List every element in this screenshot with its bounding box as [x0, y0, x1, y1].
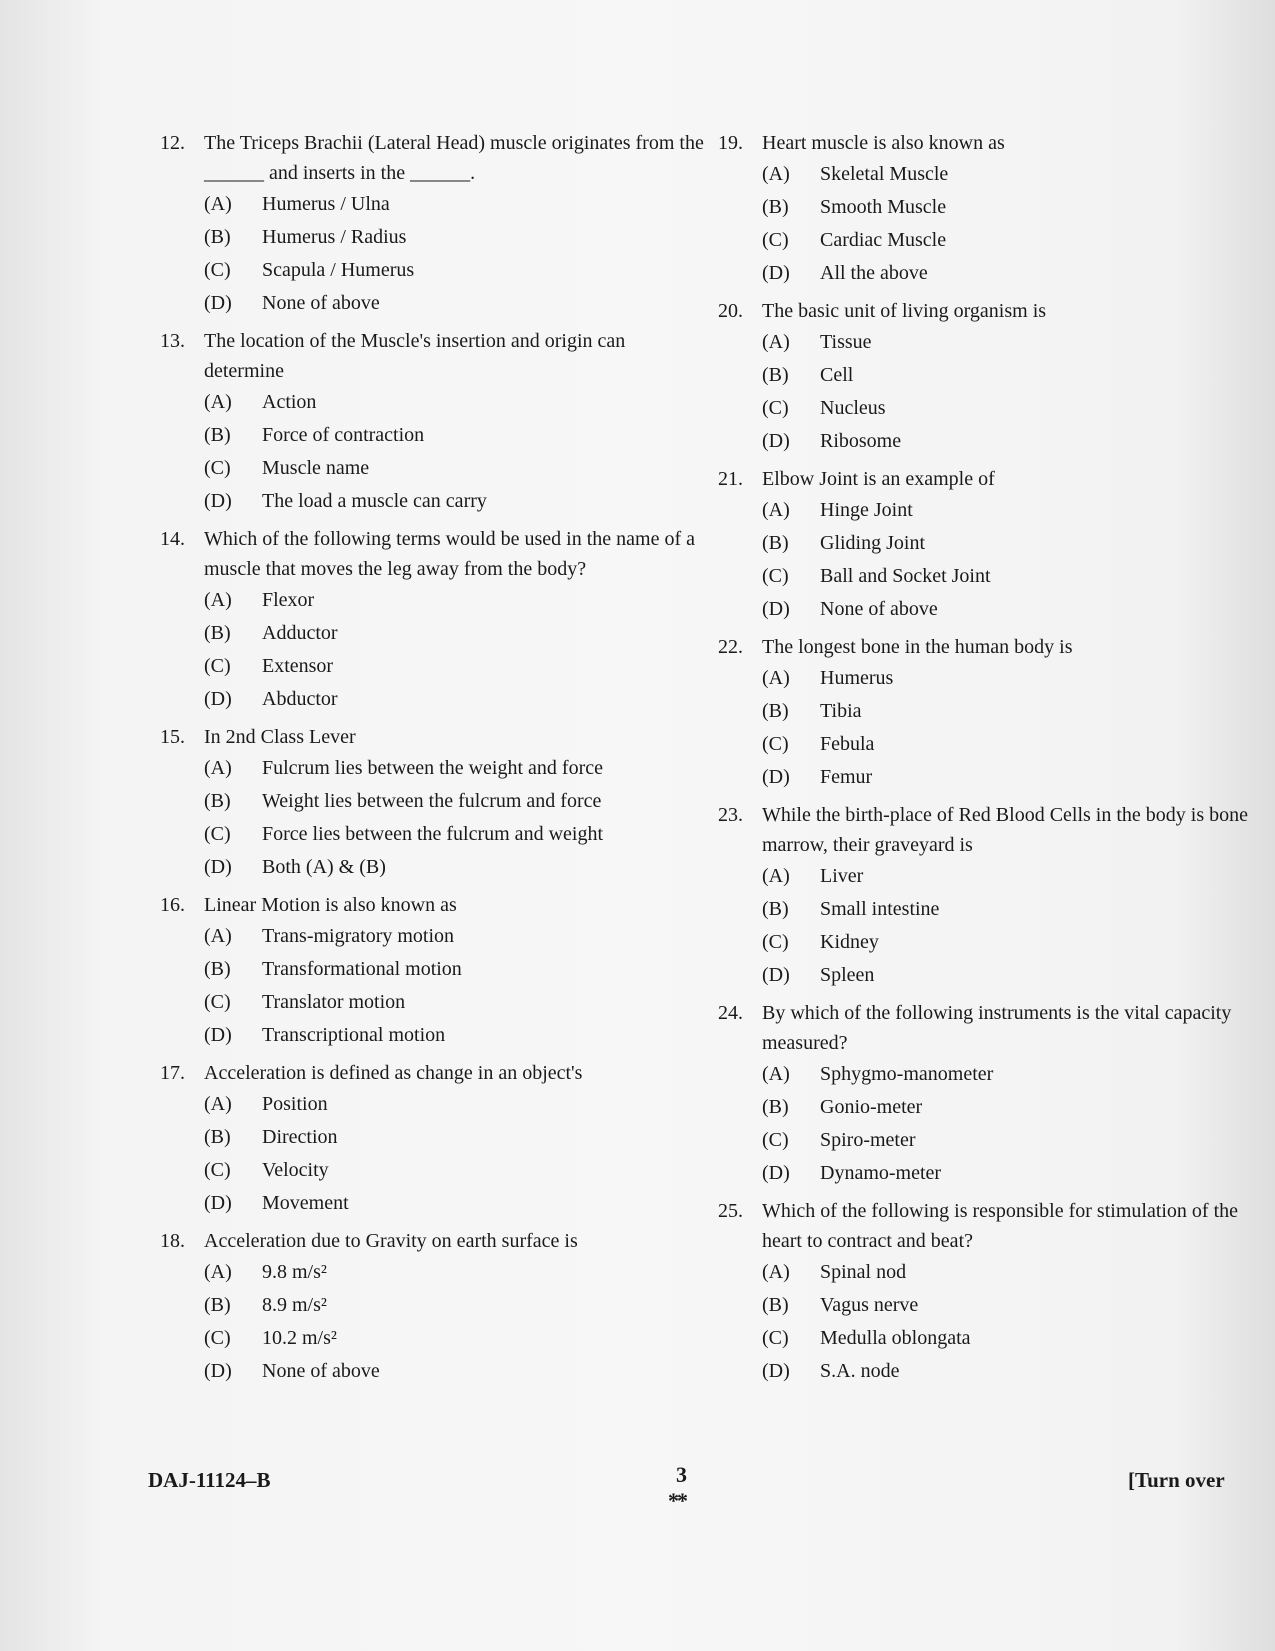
option-label: (C)	[762, 565, 789, 587]
option	[204, 818, 705, 851]
option	[762, 761, 1258, 794]
option-text: Cell	[820, 364, 854, 386]
option-label: (D)	[762, 1162, 790, 1184]
option-label: (C)	[204, 457, 231, 479]
page-footer	[0, 1462, 1275, 1548]
option-label: (D)	[204, 490, 232, 512]
option-text: Humerus / Radius	[262, 226, 407, 248]
option	[204, 287, 705, 320]
option	[204, 1355, 705, 1388]
option-label: (C)	[204, 823, 231, 845]
option-text: Febula	[820, 733, 875, 755]
option-text: Humerus	[820, 667, 894, 689]
option	[762, 425, 1258, 458]
option-text: The load a muscle can carry	[262, 490, 487, 512]
option-list	[204, 752, 705, 884]
option-list	[762, 860, 1258, 992]
option-text: Adductor	[262, 622, 338, 644]
option	[762, 560, 1258, 593]
option	[762, 494, 1258, 527]
option-text: Abductor	[262, 688, 338, 710]
question-number: 22.	[718, 636, 743, 658]
option-list	[204, 584, 705, 716]
option	[204, 1121, 705, 1154]
turn-over-label: [Turn over	[1128, 1468, 1225, 1492]
question-number: 20.	[718, 300, 743, 322]
option-label: (C)	[762, 931, 789, 953]
option-list	[204, 1088, 705, 1220]
option-text: Nucleus	[820, 397, 886, 419]
question-text: The location of the Muscle's insertion and origin can determine	[204, 330, 626, 382]
option	[762, 359, 1258, 392]
option-label: (C)	[204, 259, 231, 281]
question-text: Acceleration due to Gravity on earth surface is	[204, 1230, 578, 1252]
option-text: Liver	[820, 865, 864, 887]
question	[718, 632, 1258, 794]
option-label: (C)	[762, 1327, 789, 1349]
option-text: None of above	[820, 598, 938, 620]
option	[762, 959, 1258, 992]
option-label: (B)	[762, 364, 789, 386]
question-number: 25.	[718, 1200, 743, 1222]
option-label: (D)	[204, 688, 232, 710]
question-text: Which of the following is responsible for stimulation of the heart to contract and beat?	[762, 1200, 1239, 1252]
question-head	[718, 128, 1258, 158]
option	[204, 1154, 705, 1187]
option	[204, 683, 705, 716]
option-text: 9.8 m/s²	[262, 1261, 327, 1283]
option-text: Spiro-meter	[820, 1129, 916, 1151]
option-text: Trans-migratory motion	[262, 925, 455, 947]
option-text: Spinal nod	[820, 1261, 907, 1283]
option-label: (D)	[204, 1360, 232, 1382]
option	[762, 1289, 1258, 1322]
option-text: Force of contraction	[262, 424, 425, 446]
question-text: Elbow Joint is an example of	[762, 468, 995, 490]
option-label: (A)	[204, 193, 232, 215]
question-head	[718, 1196, 1258, 1256]
question-number: 18.	[160, 1230, 185, 1252]
option	[204, 419, 705, 452]
option	[762, 392, 1258, 425]
question-text: Linear Motion is also known as	[204, 894, 457, 916]
option-text: Transformational motion	[262, 958, 462, 980]
question-text: Heart muscle is also known as	[762, 132, 1005, 154]
question	[160, 524, 705, 716]
option-list	[204, 386, 705, 518]
option-label: (B)	[762, 898, 789, 920]
option-label: (C)	[204, 991, 231, 1013]
option-text: Extensor	[262, 655, 334, 677]
option-label: (A)	[204, 1093, 232, 1115]
option-text: Translator motion	[262, 991, 406, 1013]
option-list	[762, 158, 1258, 290]
question	[718, 800, 1258, 992]
option	[204, 1289, 705, 1322]
option-list	[762, 1058, 1258, 1190]
question-head	[160, 128, 705, 188]
option-text: Sphygmo-manometer	[820, 1063, 994, 1085]
option	[204, 851, 705, 884]
option	[762, 1157, 1258, 1190]
question	[718, 1196, 1258, 1388]
option-text: 8.9 m/s²	[262, 1294, 327, 1316]
option-label: (D)	[762, 964, 790, 986]
option	[762, 527, 1258, 560]
option	[762, 893, 1258, 926]
question-text: While the birth-place of Red Blood Cells in the body is bone marrow, their graveyard is	[762, 804, 1249, 856]
option-text: Vagus nerve	[820, 1294, 919, 1316]
option-label: (C)	[204, 655, 231, 677]
question-number: 15.	[160, 726, 185, 748]
option-text: Spleen	[820, 964, 875, 986]
question-number: 12.	[160, 132, 185, 154]
option	[204, 485, 705, 518]
option	[204, 752, 705, 785]
option-list	[762, 1256, 1258, 1388]
question-head	[160, 524, 705, 584]
option-list	[762, 662, 1258, 794]
question	[160, 1226, 705, 1388]
option	[762, 1058, 1258, 1091]
question-number: 23.	[718, 804, 743, 826]
question-number: 14.	[160, 528, 185, 550]
option-label: (C)	[204, 1159, 231, 1181]
option-label: (D)	[204, 1192, 232, 1214]
option	[762, 326, 1258, 359]
option-text: Flexor	[262, 589, 315, 611]
option	[762, 1256, 1258, 1289]
option	[762, 1322, 1258, 1355]
option-label: (C)	[204, 1327, 231, 1349]
option-text: None of above	[262, 1360, 380, 1382]
option-label: (A)	[204, 925, 232, 947]
option-text: S.A. node	[820, 1360, 900, 1382]
option	[204, 452, 705, 485]
option-text: Transcriptional motion	[262, 1024, 446, 1046]
option	[204, 221, 705, 254]
option	[762, 695, 1258, 728]
option-text: All the above	[820, 262, 928, 284]
right-column	[718, 128, 1258, 1394]
option	[762, 1124, 1258, 1157]
question-head	[160, 890, 705, 920]
question-head	[160, 326, 705, 386]
option	[204, 953, 705, 986]
question	[160, 890, 705, 1052]
option	[204, 584, 705, 617]
question-number: 21.	[718, 468, 743, 490]
question-text: The Triceps Brachii (Lateral Head) muscle originates from the ______ and inserts in the ______.	[204, 132, 704, 184]
option-label: (D)	[204, 1024, 232, 1046]
option	[204, 1187, 705, 1220]
option	[204, 1322, 705, 1355]
option-label: (C)	[762, 1129, 789, 1151]
option-label: (D)	[762, 766, 790, 788]
question	[160, 1058, 705, 1220]
question-number: 24.	[718, 1002, 743, 1024]
option-label: (B)	[762, 532, 789, 554]
option-label: (A)	[762, 865, 790, 887]
option-label: (A)	[762, 667, 790, 689]
option-label: (B)	[762, 700, 789, 722]
option-text: Scapula / Humerus	[262, 259, 415, 281]
option-text: Dynamo-meter	[820, 1162, 942, 1184]
option-text: Muscle name	[262, 457, 370, 479]
question	[718, 128, 1258, 290]
option-list	[204, 1256, 705, 1388]
option-text: Skeletal Muscle	[820, 163, 949, 185]
option-label: (A)	[762, 499, 790, 521]
option	[204, 1088, 705, 1121]
option-text: Tibia	[820, 700, 862, 722]
option-label: (B)	[204, 1294, 231, 1316]
question-number: 19.	[718, 132, 743, 154]
option-text: Direction	[262, 1126, 338, 1148]
option	[762, 224, 1258, 257]
question	[160, 326, 705, 518]
option-label: (A)	[204, 1261, 232, 1283]
option-label: (A)	[762, 163, 790, 185]
question	[160, 722, 705, 884]
option	[762, 158, 1258, 191]
option	[762, 728, 1258, 761]
option-label: (D)	[762, 262, 790, 284]
question	[718, 464, 1258, 626]
option-text: Femur	[820, 766, 873, 788]
option-label: (B)	[204, 1126, 231, 1148]
option-text: Both (A) & (B)	[262, 856, 386, 878]
option-text: Kidney	[820, 931, 879, 953]
option	[204, 920, 705, 953]
question-number: 13.	[160, 330, 185, 352]
option-text: 10.2 m/s²	[262, 1327, 337, 1349]
question-head	[718, 800, 1258, 860]
option	[204, 650, 705, 683]
option-label: (B)	[762, 1294, 789, 1316]
left-column	[160, 128, 705, 1394]
option	[204, 617, 705, 650]
page-stars: **	[668, 1488, 686, 1513]
option-list	[762, 494, 1258, 626]
option	[762, 860, 1258, 893]
question-head	[718, 464, 1258, 494]
question	[718, 998, 1258, 1190]
option	[762, 662, 1258, 695]
option-list	[762, 326, 1258, 458]
option	[762, 257, 1258, 290]
question-head	[718, 632, 1258, 662]
question-head	[160, 1058, 705, 1088]
question-head	[160, 722, 705, 752]
option	[204, 254, 705, 287]
option-list	[204, 920, 705, 1052]
option-text: Weight lies between the fulcrum and force	[262, 790, 602, 812]
option-text: Force lies between the fulcrum and weight	[262, 823, 603, 845]
option-text: Smooth Muscle	[820, 196, 947, 218]
option-text: Tissue	[820, 331, 872, 353]
option-text: Position	[262, 1093, 328, 1115]
option	[204, 785, 705, 818]
option-text: Velocity	[262, 1159, 329, 1181]
option-text: Fulcrum lies between the weight and force	[262, 757, 603, 779]
option-label: (D)	[762, 430, 790, 452]
option	[762, 1091, 1258, 1124]
option-label: (D)	[204, 856, 232, 878]
option-label: (C)	[762, 733, 789, 755]
question-text: By which of the following instruments is the vital capacity measured?	[762, 1002, 1232, 1054]
option-label: (A)	[204, 391, 232, 413]
question-head	[718, 998, 1258, 1058]
option	[204, 1256, 705, 1289]
option	[204, 986, 705, 1019]
option-label: (A)	[762, 1261, 790, 1283]
paper-code: DAJ-11124–B	[148, 1468, 271, 1492]
question-text: In 2nd Class Lever	[204, 726, 356, 748]
option-label: (B)	[762, 196, 789, 218]
option-label: (B)	[204, 958, 231, 980]
option-label: (B)	[204, 790, 231, 812]
option-text: Gonio-meter	[820, 1096, 923, 1118]
option-text: None of above	[262, 292, 380, 314]
option-text: Gliding Joint	[820, 532, 926, 554]
question-text: Which of the following terms would be used in the name of a muscle that moves the leg away from the body?	[204, 528, 695, 580]
option	[762, 593, 1258, 626]
question-text: Acceleration is defined as change in an object's	[204, 1062, 583, 1084]
option-text: Ball and Socket Joint	[820, 565, 991, 587]
option	[762, 1355, 1258, 1388]
question-text: The basic unit of living organism is	[762, 300, 1047, 322]
option-text: Action	[262, 391, 317, 413]
option-text: Cardiac Muscle	[820, 229, 947, 251]
option-label: (D)	[762, 1360, 790, 1382]
option-text: Medulla oblongata	[820, 1327, 971, 1349]
option-text: Ribosome	[820, 430, 902, 452]
option-label: (D)	[762, 598, 790, 620]
option-label: (A)	[762, 1063, 790, 1085]
option-list	[204, 188, 705, 320]
option-label: (B)	[204, 622, 231, 644]
option	[204, 1019, 705, 1052]
page-number: 3	[676, 1462, 687, 1487]
option-label: (C)	[762, 229, 789, 251]
option	[762, 191, 1258, 224]
question-text: The longest bone in the human body is	[762, 636, 1073, 658]
question-number: 17.	[160, 1062, 185, 1084]
option-text: Humerus / Ulna	[262, 193, 390, 215]
option-label: (A)	[204, 757, 232, 779]
option	[762, 926, 1258, 959]
question	[160, 128, 705, 320]
option-text: Small intestine	[820, 898, 940, 920]
option-label: (C)	[762, 397, 789, 419]
option-label: (B)	[204, 226, 231, 248]
option-label: (A)	[762, 331, 790, 353]
question	[718, 296, 1258, 458]
option-label: (B)	[762, 1096, 789, 1118]
option-label: (D)	[204, 292, 232, 314]
question-head	[160, 1226, 705, 1256]
option-label: (A)	[204, 589, 232, 611]
option	[204, 386, 705, 419]
option-text: Movement	[262, 1192, 349, 1214]
option-text: Hinge Joint	[820, 499, 913, 521]
option-label: (B)	[204, 424, 231, 446]
question-head	[718, 296, 1258, 326]
question-number: 16.	[160, 894, 185, 916]
option	[204, 188, 705, 221]
